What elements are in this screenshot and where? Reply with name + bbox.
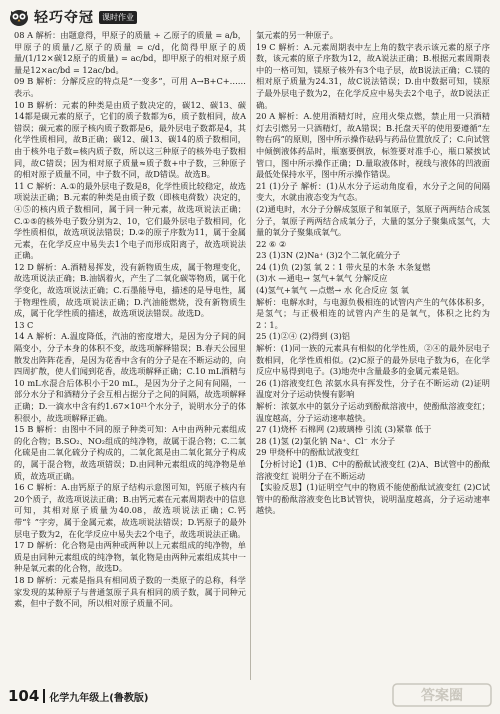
answer-entry: 19 C 解析：A.元素周期表中左上角的数字表示该元素的原子序数，该元素的原子序数为12，故A说法正确；B.根据元素周期表中的一格可知，镁原子核外有3个电子层，故B说法正确；C.镁的相对原子质量为24.31，故C说法错误；D.由中数据可知，镁原子最外层电子数为2，在化学反应中易失去2个电子，故D说法正确。	[256, 41, 490, 110]
left-column	[14, 30, 246, 680]
right-column	[256, 30, 490, 680]
answer-entry: 15 B 解析：由图中不同的原子种类可知：A中由两种元素组成的化合物；B.SO₂、NO₂组成的纯净物，故属于混合物；C.二氧化硫是由二氧化硫分子构成的，二氧化氮是由二氧化氮分子构成的，属于混合物，故选项错误；D.由同种元素组成的纯净物是单质，故选项正确。	[14, 424, 246, 481]
answer-entry: (2)通电时，水分子分解成氢原子和氧原子，氢原子两两结合成氢分子，氧原子两两结合成氧分子，大量的氢分子聚集成氢气，大量的氧分子聚集成氧气。	[256, 203, 490, 238]
answer-entry: 25 (1)②④ (2)得到 (3)铝	[256, 331, 350, 342]
answer-entry: 26 (1)溶液变红色 浓氨水具有挥发性，分子在不断运动 (2)证明温度对分子运动快慢有影响	[256, 377, 490, 400]
answer-entry: 29 甲烧杯中的酚酞试液变红	[256, 447, 360, 458]
answer-entry: 18 D 解析：元素是指具有相同质子数的一类原子的总称，科学家发现的某种原子与普通氢原子具有相同的质子数，属于同种元素，但中子数不同，所以相对原子质量不同。	[14, 574, 246, 609]
answer-entry: 【分析讨论】(1)B、C中的酚酞试液变红 (2)A、B试管中的酚酞溶液变红 说明分子在不断运动	[256, 458, 490, 481]
answer-entry: 27 (1)烧杯 石棉网 (2)玻璃棒 引流 (3)紧靠 低于	[256, 424, 432, 435]
answer-entry: 解析：浓氨水中的氨分子运动到酚酞溶液中，使酚酞溶液变红；温度越高，分子运动速率越快。	[256, 401, 490, 423]
answer-entry: 11 C 解析：A.①的最外层电子数是8，化学性质比较稳定，故选项说法正确；B.元素的种类是由质子数（即核电荷数）决定的，④⑤的核内质子数相同，属于同一种元素，故选项说法正确；C.①⑤的核外电子数分别为2、10，它们最外层电子数相同，化学性质相似，故选项说法错误；D.②的原子序数为11，属于金属元素，在化学反应中易失去1个电子而形成阳离子，故选项说法正确。	[14, 180, 246, 261]
answer-entry: 08 A 解析：由题意得，甲原子的质量 ÷ 乙原子的质量 = a/b，甲原子的质量/乙原子的质量 = c/d，化简得甲原子的质量/(1/12×碳12原子的质量) = ac/bd，即甲原子的相对原子质量是12×ac/bd = 12ac/bd。	[14, 30, 246, 75]
answer-entry: (4)氢气+氧气 —点燃→ 水 化合反应 氢 氧	[256, 285, 409, 296]
answer-entry: 解析：电解水时，与电源负极相连的试管内产生的气体体积多，是氢气；与正极相连的试管内产生的是氧气，体积之比约为2∶1。	[256, 296, 490, 330]
answer-entry: 28 (1)氢 (2)氯化钠 Na⁺、Cl⁻ 水分子	[256, 435, 396, 446]
answer-entry: 氯元素的另一种原子。	[256, 30, 338, 40]
answer-entry: 09 B 解析：分解反应的特点是“一变多”，可用 A→B+C+……表示。	[14, 76, 246, 98]
page-number: 104	[8, 687, 40, 705]
answer-entry: 16 C 解析：A.由钙原子的原子结构示意图可知，钙原子核内有20个质子，故选项说法正确；B.由钙元素在元素周期表中的信息可知，其相对原子质量为40.08，故选项说法正确；C.钙带“钅”字旁，属于金属元素，故选项说法错误；D.钙原子的最外层电子数为2，在化学反应中易失去2个电子，故选项说法正确。	[14, 482, 246, 539]
answer-entry: 13 C	[14, 319, 34, 330]
answer-entry: 解析：(1)同一族的元素具有相似的化学性质，②④的最外层电子数相同，化学性质相似。(2)C原子的最外层电子数为6，在化学反应中易得到电子。(3)地壳中含量最多的金属元素是铝。	[256, 343, 490, 377]
answer-entry: 14 A 解析：A.温度降低，汽油的密度增大，是因为分子间的间隔变小，分子本身的体积不变，故选项解释错误；B.春天公园里散发出阵阵花香，是因为花香中含有的分子是在不断运动的，向四周扩散，使人们闻到花香，故选项解释正确；C.10 mL酒精与10 mL水混合后体积小于20 mL，是因为分子之间有间隔，一部分水分子和酒精分子会互相占据分子之间的间隔，故选项解释正确；D.一滴水中含有约1.67×10²¹个水分子，说明水分子的体积很小，故选项解释正确。	[14, 331, 246, 423]
answer-entry: 10 B 解析：元素的种类是由质子数决定的，碳12、碳13、碳14都是碳元素的原子，它们的质子数都为6，质子数相同，故A错误；碳元素的原子核内质子数都是6，最外层电子数都是4，其化学性质相同，故B正确；碳12、碳13、碳14的质子数相同，由于核外电子数=核内质子数，所以这三种原子的核外电子数相同，故C错误；因为相对原子质量≈质子数+中子数，三种原子的相对原子质量不同，中子数不同，故D错误。故选B。	[14, 99, 246, 180]
watermark-stamp	[392, 682, 492, 708]
answer-entry: 24 (1)负 (2)氢 氧 2∶1 带火星的木条 木条复燃	[256, 261, 431, 272]
answer-entry: (3)水 —通电→ 氢气+氧气 分解反应	[256, 273, 388, 284]
footer-separator	[43, 689, 45, 703]
book-title: 化学九年级上(鲁教版)	[49, 692, 149, 704]
stamp-text: 答案圈	[421, 688, 463, 704]
logo-tag: 课时作业	[99, 11, 137, 24]
header	[8, 4, 137, 30]
answer-entry: 21 (1)分子 解析：(1)从水分子运动角度看，水分子之间的间隔变大，水就由液态变为气态。	[256, 180, 490, 203]
answer-entry: 【实验反思】(1)证明空气中的物质不能使酚酞试液变红 (2)C试管中的酚酞溶液变色比B试管快，说明温度越高，分子运动速率越快。	[256, 482, 490, 516]
answer-entry: 23 (1)3N (2)Na⁺ (3)2个二氧化硫分子	[256, 250, 401, 261]
footer	[8, 684, 148, 708]
answer-entry: 17 D 解析：化合物是由两种或两种以上元素组成的纯净物，单质是由同种元素组成的纯净物，氧化物是由两种元素组成其中一种是氧元素的化合物，故选D。	[14, 540, 246, 574]
answer-entry: 20 A 解析：A.使用酒精灯时，应用火柴点燃，禁止用一只酒精灯去引燃另一只酒精灯，故A错误；B.托盘天平的使用要遵循“左物右码”的原则，图中所示操作砝码与药品位置放反了；C.向试管中倾倒液体药品时，瓶塞要倒放，标签要对准手心，瓶口紧挨试管口，图中所示操作正确；D.量取液体时，视线与液体的凹液面最低处保持水平，图中所示操作错误。	[256, 111, 490, 180]
answer-entry: 12 D 解析：A.酒精易挥发，没有新物质生成，属于物理变化，故选项说法正确；B.油锅着火，产生了二氧化碳等物质，属于化学变化，故选项说法正确；C.石墨能导电，描述的是导电性，属于物理性质，故选项说法正确；D.汽油能燃烧，没有新物质生成，属于化学性质的描述，故选项说法错误。故选D。	[14, 261, 246, 319]
logo-text: 轻巧夺冠	[34, 10, 94, 26]
answer-entry: 22 ⑥ ②	[256, 238, 287, 249]
column-divider	[250, 30, 251, 680]
owl-logo-icon	[8, 7, 30, 27]
